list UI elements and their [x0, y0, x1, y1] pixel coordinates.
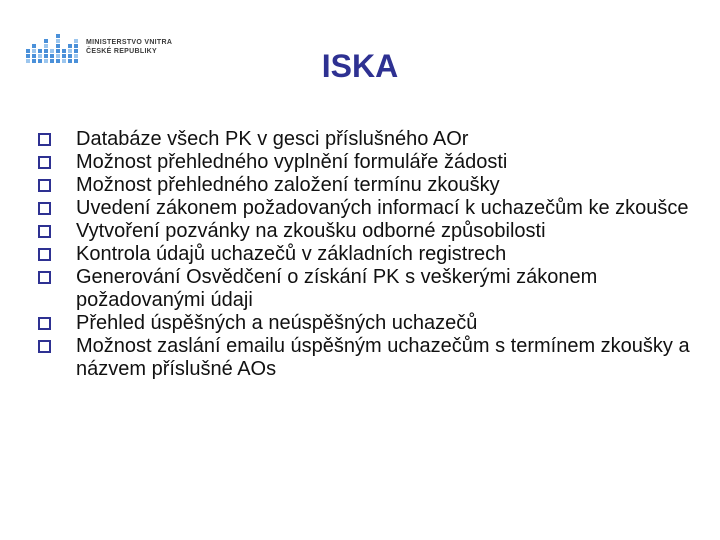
square-bullet-icon [38, 248, 51, 261]
bullet-item [38, 220, 708, 243]
square-bullet-icon [38, 340, 51, 353]
bullet-text: Kontrola údajů uchazečů v základních registrech [76, 243, 507, 265]
bullet-list [38, 128, 708, 381]
bullet-text: Vytvoření pozvánky na zkoušku odborné způsobilosti [76, 220, 546, 242]
bullet-text: Přehled úspěšných a neúspěšných uchazečů [76, 312, 478, 334]
logo-dot [74, 39, 78, 43]
bullet-text: Možnost přehledného založení termínu zkoušky [76, 174, 500, 196]
square-bullet-icon [38, 317, 51, 330]
bullet-item [38, 243, 708, 266]
logo-dot [56, 34, 60, 38]
bullet-item [38, 335, 708, 381]
bullet-text: Databáze všech PK v gesci příslušného AOr [76, 128, 469, 150]
bullet-text: Uvedení zákonem požadovaných informací k uchazečům ke zkoušce [76, 197, 689, 219]
square-bullet-icon [38, 271, 51, 284]
logo-line-2: ČESKÉ REPUBLIKY [86, 48, 158, 55]
bullet-item [38, 266, 708, 312]
bullet-text: Možnost přehledného vyplnění formuláře žádosti [76, 151, 508, 173]
bullet-text: Generování Osvědčení o získání PK s veškerými zákonem požadovanými údaji [76, 266, 598, 311]
square-bullet-icon [38, 225, 51, 238]
logo-line-1: MINISTERSTVO VNITRA [86, 39, 173, 46]
bullet-item [38, 197, 708, 220]
bullet-item [38, 128, 708, 151]
logo-dot [44, 39, 48, 43]
bullet-item [38, 312, 708, 335]
square-bullet-icon [38, 156, 51, 169]
square-bullet-icon [38, 179, 51, 192]
bullet-text: Možnost zaslání emailu úspěšným uchazečům s termínem zkoušky a názvem příslušné AOs [76, 335, 690, 380]
square-bullet-icon [38, 133, 51, 146]
bullet-item [38, 151, 708, 174]
page-title: ISKA [321, 48, 399, 84]
logo-dot [56, 39, 60, 43]
bullet-item [38, 174, 708, 197]
square-bullet-icon [38, 202, 51, 215]
